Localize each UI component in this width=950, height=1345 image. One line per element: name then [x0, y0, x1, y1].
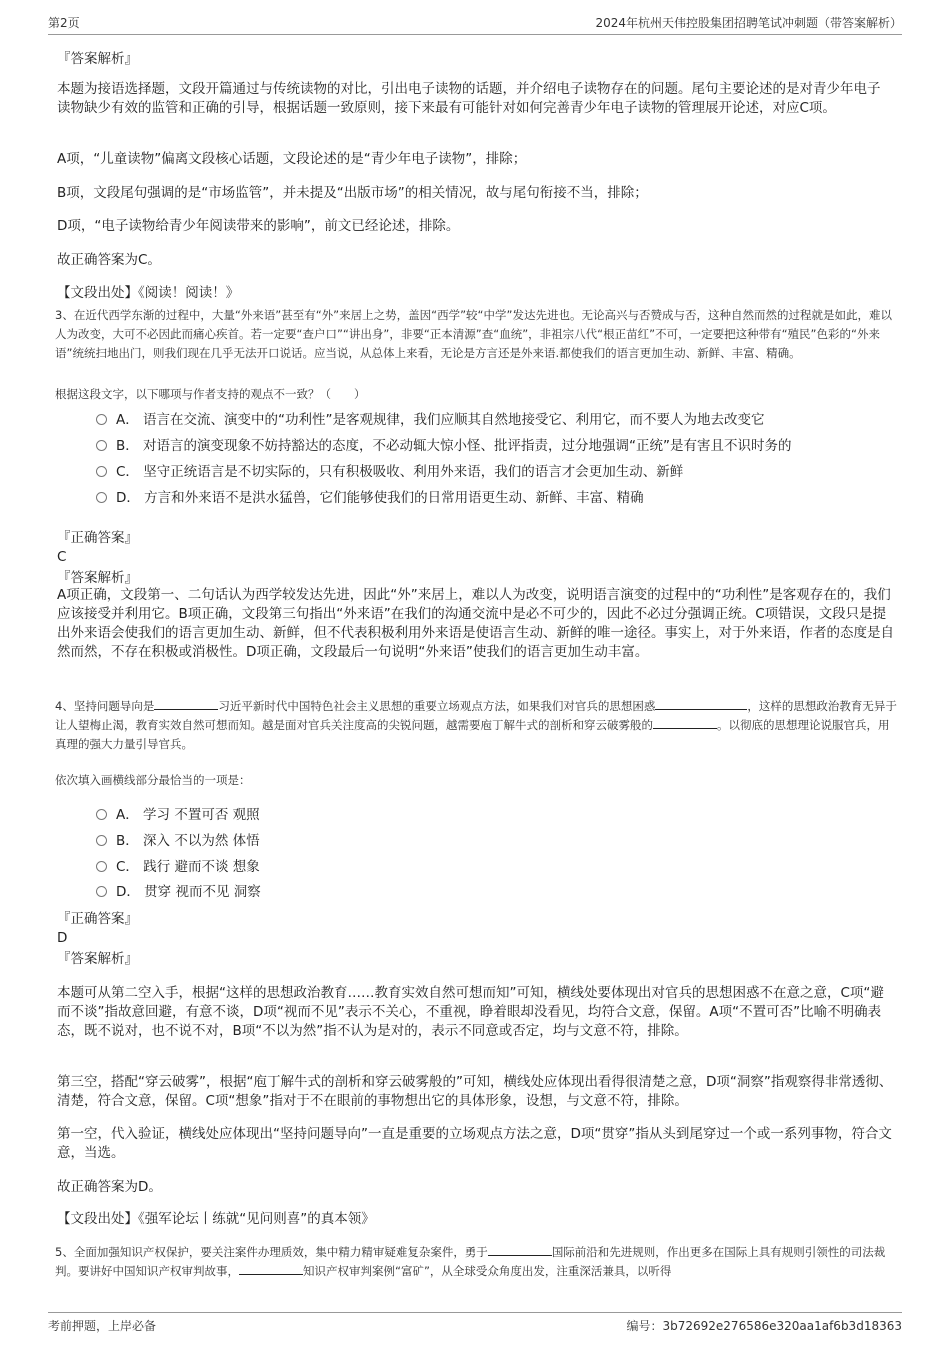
q2-conclusion: 故正确答案为C。: [57, 252, 161, 268]
q4-option-c[interactable]: C． 践行 避而不谈 想象: [96, 857, 260, 877]
fill-blank: [239, 1262, 303, 1275]
page-header: [48, 14, 902, 35]
q4-analysis-p1: 本题可从第二空入手，根据“这样的思想政治教育……教育实效自然可想而知”可知，横线处要体现出对官兵的思想困惑不在意之意，C项“避而不谈”指故意回避，有意不谈，D项“视而不见”表示不关心，不重视，睁着眼却没看见，均符合文意，保留。A项“不置可否”比喻不明确表态，既不说对，也不说不对，B项“不以为然”指不认为是对的，表示不同意或否定，均与文意不符，排除。: [57, 985, 884, 1039]
radio-icon[interactable]: [96, 809, 107, 820]
q5-stem: 5、全面加强知识产权保护，要关注案件办理质效，集中精力精审疑难复杂案件，勇于 国际前沿和先进规则，作出更多在国际上具有规则引领性的司法裁判。要讲好中国知识产权审判故事， 知识产权审判案例“富矿”，从全球受众角度出发，注重深活兼具，以听得: [55, 1245, 886, 1278]
q4-analysis-p3: 第一空，代入验证，横线处应体现出“坚持问题导向”一直是重要的立场观点方法之意，D项“贯穿”指从头到尾穿过一个或一系列事物，符合文意，当选。: [57, 1126, 892, 1161]
q2-analysis-p1: 本题为接语选择题，文段开篇通过与传统读物的对比，引出电子读物的话题，并介绍电子读物存在的问题。尾句主要论述的是对青少年电子读物缺少有效的监管和正确的引导，根据话题一致原则，接下来最有可能针对如何完善青少年电子读物的管理展开论述，对应C项。: [57, 81, 881, 116]
radio-icon[interactable]: [96, 414, 107, 425]
q2-analysis-label: 『答案解析』: [57, 51, 138, 67]
q3-stem: 3、在近代西学东渐的过程中，大量“外来语”甚至有“外”来居上之势，盖因“西学”较“中学”发达先进也。无论高兴与否赞成与否，这种自然而然的过程就是如此，难以人为改变，大可不必因此而痛心疾首。若一定要“查户口”“讲出身”，非要“正本清源”查“血统”，非祖宗八代“根正苗红”不可，一定要把这种带有“殖民”色彩的“外来语”统统扫地出门，则我们现在几乎无法开口说话。应当说，从总体上来看，无论是方言还是外来语.都使我们的语言更加生动、新鲜、丰富、精确。: [55, 308, 892, 360]
fill-blank: [154, 697, 218, 710]
q4-analysis-p2: 第三空，搭配“穿云破雾”，根据“庖丁解牛式的剖析和穿云破雾般的”可知，横线处应体现出看得很清楚之意，D项“洞察”指观察得非常透彻、清楚，符合文意，保留。C项“想象”指对于不在眼前的事物想出它的具体形象，设想，与文意不符，排除。: [57, 1074, 893, 1109]
document-title: 2024年杭州天伟控股集团招聘笔试冲刺题（带答案解析）: [595, 16, 902, 30]
q3-option-d[interactable]: D． 方言和外来语不是洪水猛兽，它们能够使我们的日常用语更生动、新鲜、丰富、精确: [96, 488, 644, 508]
q3-option-a[interactable]: A． 语言在交流、演变中的“功利性”是客观规律，我们应顺其自然地接受它、利用它，而不要人为地去改变它: [96, 410, 765, 430]
q4-conclusion: 故正确答案为D。: [57, 1179, 162, 1195]
q3-analysis-label: 『答案解析』: [57, 570, 138, 586]
q2-analysis-p3: B项，文段尾句强调的是“市场监管”，并未提及“出版市场”的相关情况，故与尾句衔接不当，排除；: [57, 185, 648, 201]
radio-icon[interactable]: [96, 835, 107, 846]
radio-icon[interactable]: [96, 440, 107, 451]
q2-analysis-p4: D项，“电子读物给青少年阅读带来的影响”，前文已经论述，排除。: [57, 218, 460, 234]
page-number: 第2页: [48, 16, 80, 30]
radio-icon[interactable]: [96, 861, 107, 872]
q4-question: 依次填入画横线部分最恰当的一项是：: [55, 773, 251, 787]
q4-analysis-label: 『答案解析』: [57, 951, 138, 967]
q4-answer: D: [57, 930, 68, 946]
page-footer: [48, 1312, 902, 1336]
q2-analysis-p2: A项，“儿童读物”偏离文段核心话题，文段论述的是“青少年电子读物”，排除；: [57, 151, 527, 167]
radio-icon[interactable]: [96, 886, 107, 897]
q3-option-c[interactable]: C． 坚守正统语言是不切实际的，只有积极吸收、利用外来语，我们的语言才会更加生动、新鲜: [96, 462, 683, 482]
q4-stem: 4、坚持问题导向是 习近平新时代中国特色社会主义思想的重要立场观点方法，如果我们对官兵的思想困惑 ，这样的思想政治教育无异于让人望梅止渴，教育实效自然可想而知。越是面对官兵关注度高的尖锐问题，越需要庖丁解牛式的剖析和穿云破雾般的 。以彻底的思想理论说服官兵，用真理的强大力量引导官兵。: [55, 699, 897, 751]
fill-blank: [655, 697, 747, 710]
q3-answer: C: [57, 549, 67, 565]
document-code: 编号：3b72692e276586e320aa1af6b3d18363: [626, 1319, 902, 1333]
q4-answer-label: 『正确答案』: [57, 911, 138, 927]
q2-source: 【文段出处】《阅读！阅读！》: [57, 285, 240, 301]
q4-option-a[interactable]: A． 学习 不置可否 观照: [96, 805, 260, 825]
radio-icon[interactable]: [96, 492, 107, 503]
q3-answer-label: 『正确答案』: [57, 530, 138, 546]
fill-blank: [488, 1243, 552, 1256]
q4-option-d[interactable]: D． 贯穿 视而不见 洞察: [96, 882, 261, 902]
radio-icon[interactable]: [96, 466, 107, 477]
q4-source: 【文段出处】《强军论坛丨练就“见问则喜”的真本领》: [57, 1211, 375, 1227]
fill-blank: [653, 716, 717, 729]
q3-analysis: A项正确，文段第一、二句话认为西学较发达先进，因此“外”来居上，难以人为改变，说明语言演变的过程中的“功利性”是客观存在的，我们应该接受并利用它。B项正确，文段第三句指出“外来语”在我们的沟通交流中是必不可少的，因此不必过分强调正统。C项错误，文段只是提出外来语会使我们的语言更加生动、新鲜，但不代表积极利用外来语是使语言生动、新鲜的唯一途径。事实上，对于外来语，作者的态度是自然而然，不存在积极或消极性。D项正确，文段最后一句说明“外来语”使我们的语言更加生动丰富。: [57, 587, 894, 660]
q3-question: 根据这段文字，以下哪项与作者支持的观点不一致？（ ）: [55, 387, 366, 401]
footer-slogan: 考前押题，上岸必备: [48, 1319, 157, 1333]
q4-option-b[interactable]: B． 深入 不以为然 体悟: [96, 831, 260, 851]
q3-option-b[interactable]: B． 对语言的演变现象不妨持豁达的态度，不必动辄大惊小怪、批评指责，过分地强调“正统”是有害且不识时务的: [96, 436, 792, 456]
